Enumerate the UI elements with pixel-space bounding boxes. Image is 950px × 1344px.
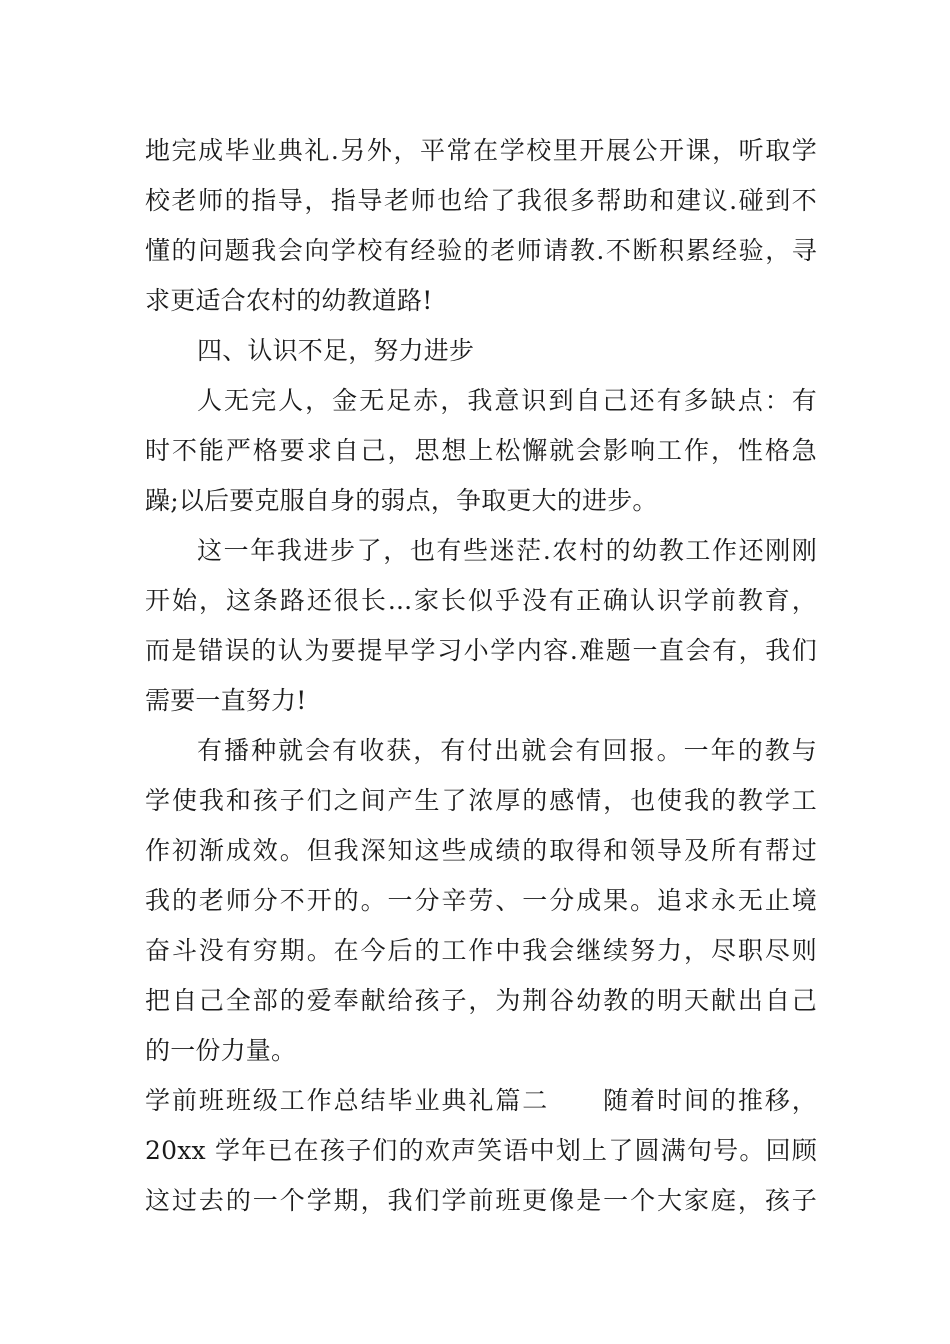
text-line: 开始，这条路还很长...家长似乎没有正确认识学前教育， — [145, 586, 817, 615]
text-line: 的一份力量。 — [145, 1036, 297, 1065]
text-line: 求更适合农村的幼教道路! — [145, 286, 433, 315]
text-line: 地完成毕业典礼.另外，平常在学校里开展公开课，听取学 — [145, 136, 817, 165]
text-line: 学前班班级工作总结毕业典礼篇二 随着时间的推移， — [145, 1086, 817, 1115]
text-line: 学使我和孩子们之间产生了浓厚的感情，也使我的教学工 — [145, 786, 817, 815]
text-line: 时不能严格要求自己，思想上松懈就会影响工作，性格急 — [145, 436, 817, 465]
text-line: 懂的问题我会向学校有经验的老师请教.不断积累经验，寻 — [145, 236, 817, 265]
text-line: 奋斗没有穷期。在今后的工作中我会继续努力，尽职尽则 — [145, 936, 817, 965]
body-text — [145, 126, 817, 1226]
text-line: 我的老师分不开的。一分辛劳、一分成果。追求永无止境 — [145, 886, 817, 915]
text-line: 把自己全部的爱奉献给孩子，为荆谷幼教的明天献出自己 — [145, 986, 817, 1015]
text-line: 20xx 学年已在孩子们的欢声笑语中划上了圆满句号。回顾 — [145, 1136, 817, 1165]
text-line: 四、认识不足，努力进步 — [197, 336, 475, 365]
text-line: 躁;以后要克服自身的弱点，争取更大的进步。 — [145, 486, 658, 515]
text-line: 校老师的指导，指导老师也给了我很多帮助和建议.碰到不 — [145, 186, 817, 215]
text-line: 人无完人，金无足赤，我意识到自己还有多缺点：有 — [197, 386, 817, 415]
text-line: 这一年我进步了，也有些迷茫.农村的幼教工作还刚刚 — [197, 536, 817, 565]
text-line: 这过去的一个学期，我们学前班更像是一个大家庭，孩子 — [145, 1186, 817, 1215]
text-line: 需要一直努力! — [145, 686, 307, 715]
text-line: 有播种就会有收获，有付出就会有回报。一年的教与 — [197, 736, 817, 765]
text-line: 而是错误的认为要提早学习小学内容.难题一直会有，我们 — [145, 636, 817, 665]
text-line: 作初渐成效。但我深知这些成绩的取得和领导及所有帮过 — [145, 836, 817, 865]
